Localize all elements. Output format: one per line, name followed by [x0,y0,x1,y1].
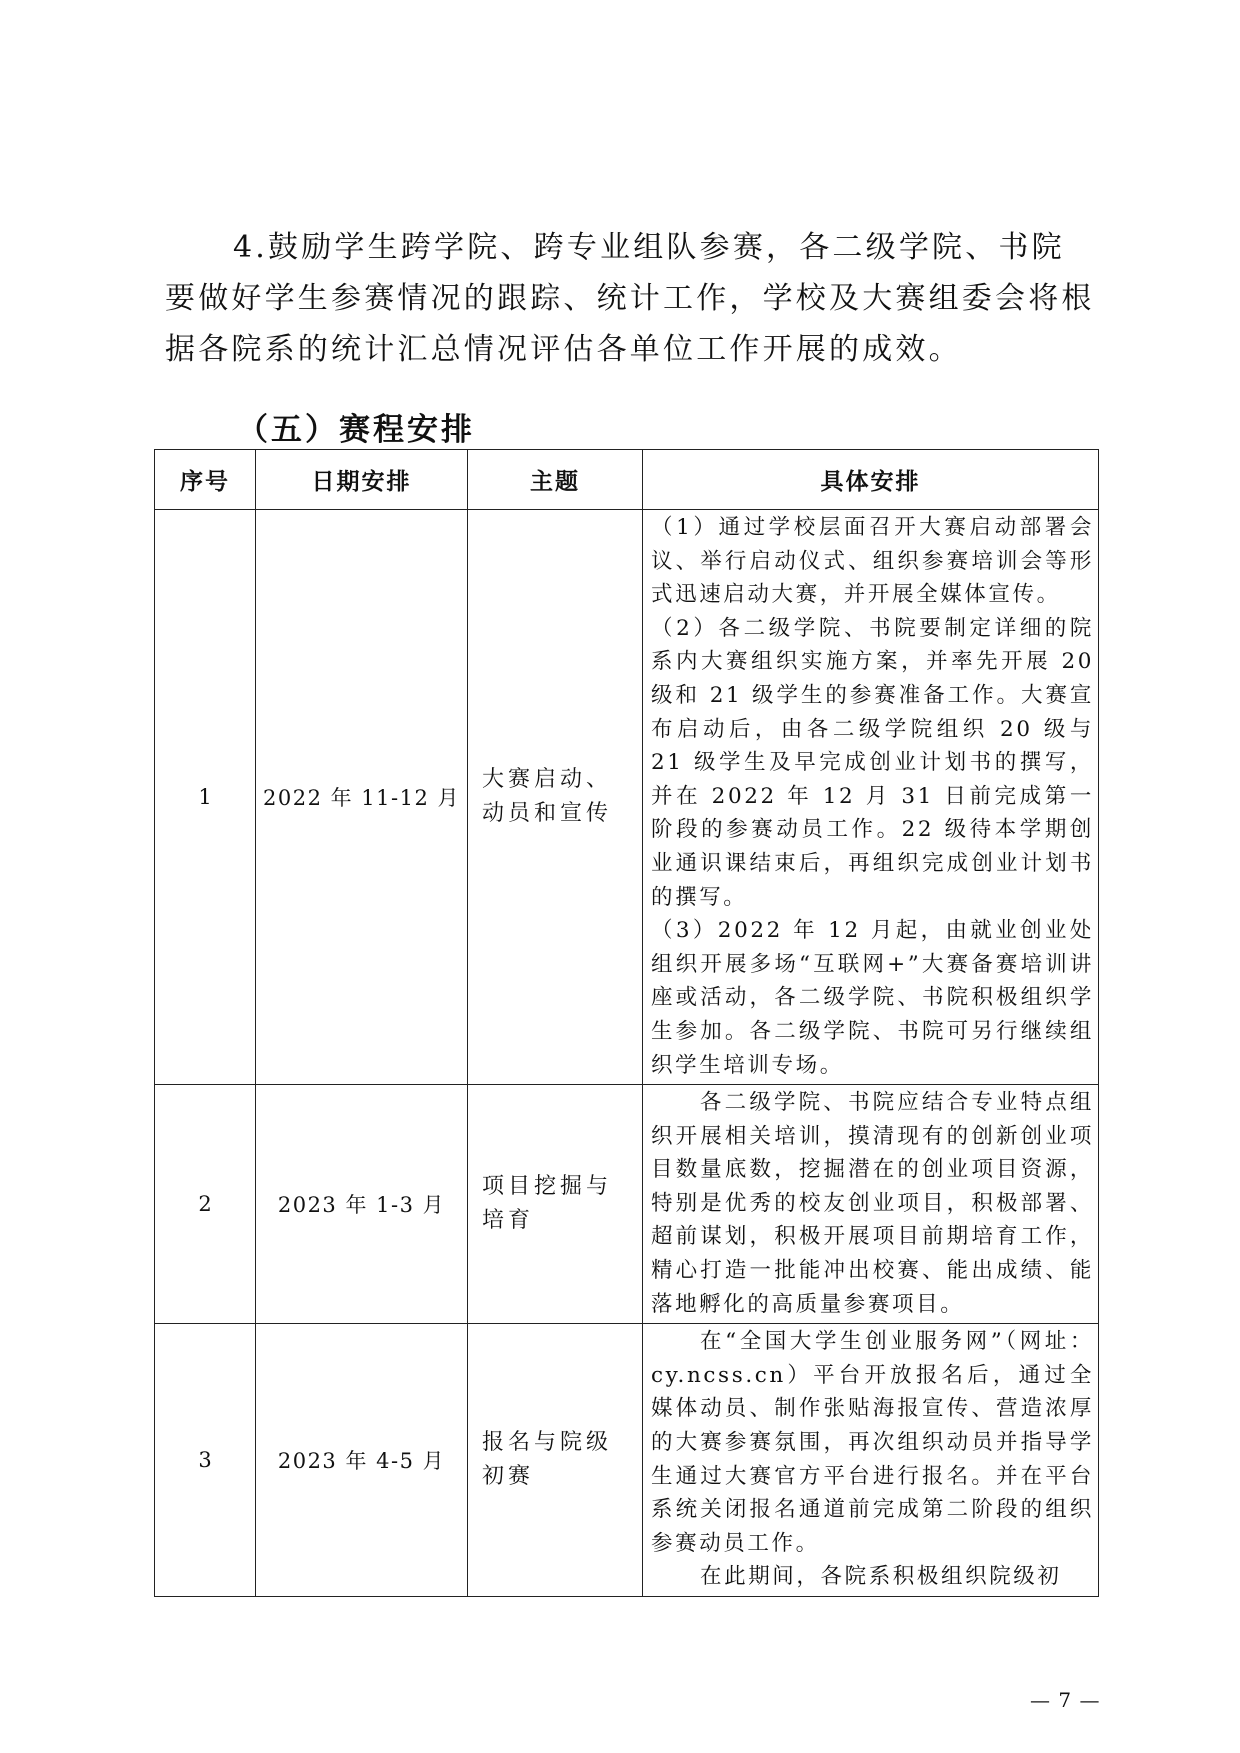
detail-item: （3）2022 年 12 月起，由就业创业处组织开展多场“互联网+”大赛备赛培训讲座或活动，各二级学院、书院积极组织学生参加。各二级学院、书院可另行继续组织学生培训专场。 [651,918,1094,1078]
detail-item: 在此期间，各院系积极组织院级初 [700,1564,1062,1590]
row-number: 3 [155,1324,256,1597]
schedule-table [154,449,1099,1597]
detail-item: 各二级学院、书院应结合专业特点组织开展相关培训，摸清现有的创新创业项目数量底数，挖掘潜在的创业项目资源，特别是优秀的校友创业项目，积极部署、超前谋划，积极开展项目前期培育工作，精心打造一批能冲出校赛、能出成绩、能落地孵化的高质量参赛项目。 [651,1090,1094,1317]
table-row [155,1085,1099,1324]
table-row [155,510,1099,1085]
header-topic: 主题 [468,450,643,510]
row-date: 2022 年 11-12 月 [256,510,468,1085]
detail-item: （2）各二级学院、书院要制定详细的院系内大赛组织实施方案，并率先开展 20 级和 21 级学生的参赛准备工作。大赛宣布启动后，由各二级学院组织 20 级与 21 级学生及早完成创业计划书的撰写，并在 2022 年 12 月 31 日前完成第一阶段的参赛动员工作。22 级待本学期创业通识课结束后，再组织完成创业计划书的撰写。 [651,615,1094,910]
page-number: — 7 — [1030,1688,1101,1712]
section-heading: （五）赛程安排 [237,412,475,448]
row-details [643,510,1099,1085]
detail-item: 在“全国大学生创业服务网”（网址：cy.ncss.cn）平台开放报名后，通过全媒体动员、制作张贴海报宣传、营造浓厚的大赛参赛氛围，再次组织动员并指导学生通过大赛官方平台进行报名。并在平台系统关闭报名通道前完成第二阶段的组织参赛动员工作。 [651,1329,1094,1556]
row-date: 2023 年 1-3 月 [256,1085,468,1324]
body-paragraph [165,222,1095,375]
header-date: 日期安排 [256,450,468,510]
detail-item: （1）通过学校层面召开大赛启动部署会议、举行启动仪式、组织参赛培训会等形式迅速启动大赛，并开展全媒体宣传。 [651,515,1094,608]
table-row [155,1324,1099,1597]
table-header-row [155,450,1099,510]
row-topic: 报名与院级初赛 [468,1324,643,1597]
paragraph-text: 4.鼓励学生跨学院、跨专业组队参赛，各二级学院、书院要做好学生参赛情况的跟踪、统计工作，学校及大赛组委会将根据各院系的统计汇总情况评估各单位工作开展的成效。 [165,230,1095,367]
row-date: 2023 年 4-5 月 [256,1324,468,1597]
row-topic: 项目挖掘与培育 [468,1085,643,1324]
row-details [643,1085,1099,1324]
row-details [643,1324,1099,1597]
row-number: 2 [155,1085,256,1324]
row-number: 1 [155,510,256,1085]
header-details: 具体安排 [643,450,1099,510]
header-number: 序号 [155,450,256,510]
row-topic: 大赛启动、动员和宣传 [468,510,643,1085]
